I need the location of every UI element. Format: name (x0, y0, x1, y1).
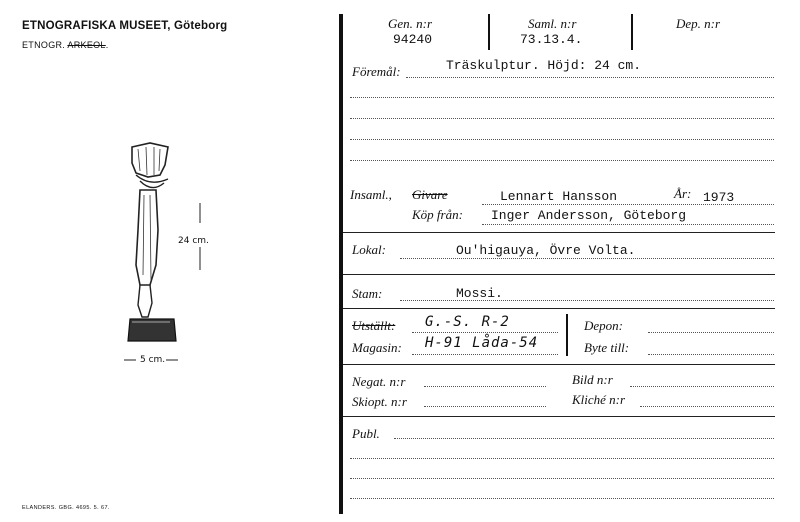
utstallt-value: G.-S. R-2 (425, 314, 510, 330)
header-divider-2 (631, 14, 633, 50)
saml-value: 73.13.4. (520, 32, 583, 47)
bild-label: Bild n:r (572, 372, 613, 387)
skiopt-label: Skiopt. n:r (352, 394, 407, 409)
foremal-label: Föremål: (352, 64, 401, 79)
magasin-label: Magasin: (352, 340, 402, 355)
depon-label: Depon: (584, 318, 623, 333)
printer-note: ELANDERS. GBG. 4695. 5. 67. (22, 505, 110, 511)
kop-label: Köp från: (412, 207, 463, 222)
saml-label: Saml. n:r (528, 16, 577, 31)
cliche-label: Kliché n:r (572, 392, 626, 407)
gen-value: 94240 (393, 32, 433, 47)
figure-sketch (110, 135, 220, 370)
insaml-label: Insaml., (350, 187, 392, 202)
width-note: 5 cm. (140, 355, 166, 365)
foremal-value: Träskulptur. Höjd: 24 cm. (446, 58, 642, 73)
department-line: ETNOGR. ARKEOL. (22, 40, 109, 50)
utstallt-label: Utställt: (352, 318, 396, 333)
header-divider-1 (488, 14, 490, 50)
department-prefix: ETNOGR. (22, 40, 66, 50)
ar-value: 1973 (703, 190, 735, 205)
kop-value: Inger Andersson, Göteborg (491, 208, 687, 223)
insaml-value: Lennart Hansson (500, 189, 618, 204)
height-note: 24 cm. (178, 236, 209, 246)
card-left-border (339, 14, 343, 514)
insaml-struck: Givare (412, 187, 448, 202)
magasin-value: H-91 Låda-54 (425, 335, 539, 351)
dep-label: Dep. n:r (676, 16, 721, 31)
byte-label: Byte till: (584, 340, 630, 355)
storage-divider (566, 314, 568, 356)
lokal-label: Lokal: (352, 242, 386, 257)
gen-label: Gen. n:r (388, 16, 433, 31)
department-struck: ARKEOL (67, 40, 106, 50)
ar-label: År: (674, 186, 692, 201)
publ-label: Publ. (352, 426, 380, 441)
stam-value: Mossi. (456, 286, 503, 301)
museum-title: ETNOGRAFISKA MUSEET, Göteborg (22, 20, 228, 32)
stam-label: Stam: (352, 286, 383, 301)
negat-label: Negat. n:r (352, 374, 406, 389)
lokal-value: Ou'higauya, Övre Volta. (456, 243, 636, 258)
